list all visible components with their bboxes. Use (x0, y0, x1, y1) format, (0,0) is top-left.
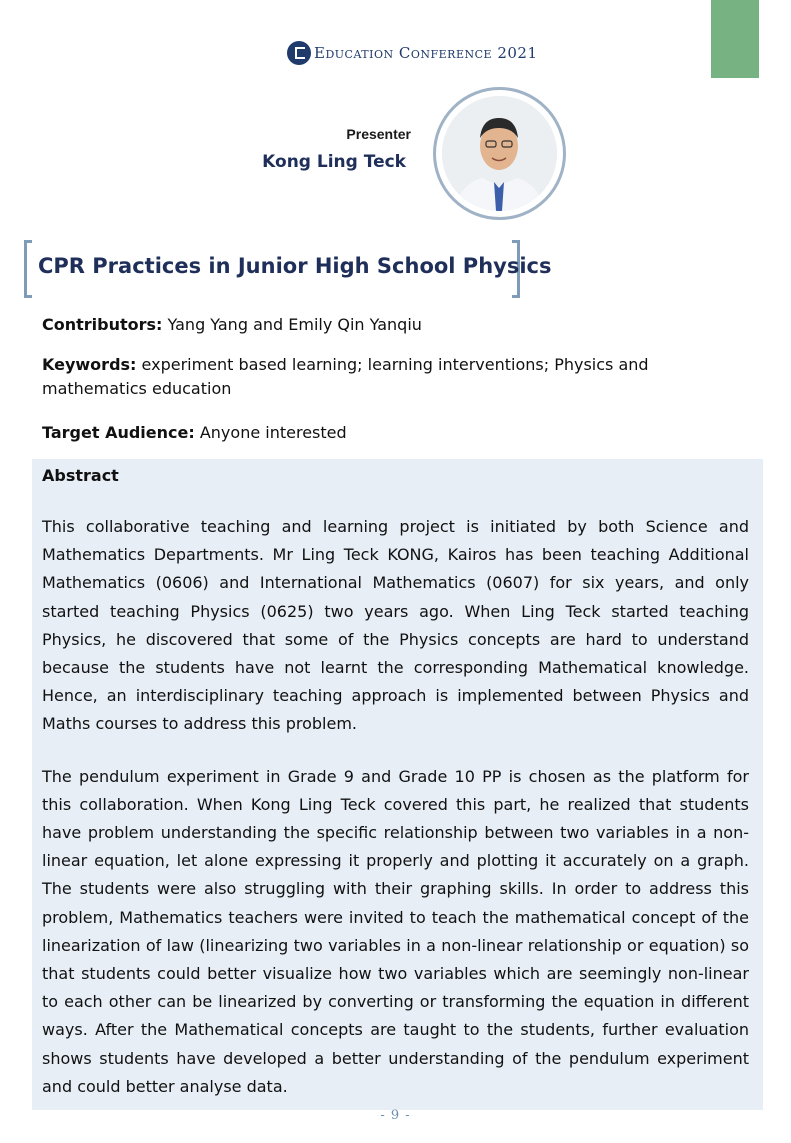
presenter-photo-frame (433, 87, 566, 220)
conference-title: Education Conference 2021 (314, 44, 538, 62)
conference-logo-icon (287, 41, 311, 65)
presenter-portrait-icon (442, 96, 557, 211)
keywords-value: experiment based learning; learning interventions; Physics and mathematics education (42, 355, 649, 398)
title-block (24, 240, 552, 298)
presenter-name: Kong Ling Teck (262, 152, 406, 172)
audience-line (42, 421, 742, 445)
abstract-paragraph: This collaborative teaching and learning project is initiated by both Science and Mathematics Departments. Mr Ling Teck KONG, Kairos has been teaching Additional Mathematics (0606) and International Mathematics (0607) for six years, and only started teaching Physics (0625) two years ago. When Ling Teck started teaching Physics, he discovered that some of the Physics concepts are hard to understand because the students have not learnt the corresponding Mathematical knowledge. Hence, an interdisciplinary teaching approach is implemented between Physics and Maths courses to address this problem. (42, 517, 749, 734)
page-number: - 9 - (380, 1108, 411, 1123)
green-corner-tab (711, 0, 759, 78)
audience-label: Target Audience: (42, 423, 195, 442)
contributors-line (42, 313, 742, 337)
abstract-heading: Abstract (42, 466, 119, 485)
document-title: CPR Practices in Junior High School Physics (38, 254, 552, 278)
presenter-photo (442, 96, 557, 211)
abstract-section (32, 459, 763, 1110)
keywords-label: Keywords: (42, 355, 137, 374)
presenter-label: Presenter (346, 126, 411, 142)
abstract-paragraph: The pendulum experiment in Grade 9 and Grade 10 PP is chosen as the platform for this collaboration. When Kong Ling Teck covered this part, he realized that students have problem understanding the specific relationship between two variables in a non-linear equation, let alone expressing it properly and plotting it accurately on a graph. The students were also struggling with their graphing skills. In order to address this problem, Mathematics teachers were invited to teach the mathematical concept of the linearization of law (linearizing two variables in a non-linear relationship or equation) so that students could better visualize how two variables which are seemingly non-linear to each other can be linearized by converting or transforming the equation in different ways. After the Mathematical concepts are taught to the students, further evaluation shows students have developed a better understanding of the pendulum experiment and could better analyse data. (42, 766, 749, 1096)
contributors-value: Yang Yang and Emily Qin Yanqiu (167, 315, 422, 334)
keywords-line (42, 353, 682, 401)
left-bracket-decoration (24, 240, 32, 298)
abstract-body (42, 513, 749, 1125)
contributors-label: Contributors: (42, 315, 163, 334)
conference-header (287, 38, 538, 68)
audience-value: Anyone interested (199, 423, 347, 442)
